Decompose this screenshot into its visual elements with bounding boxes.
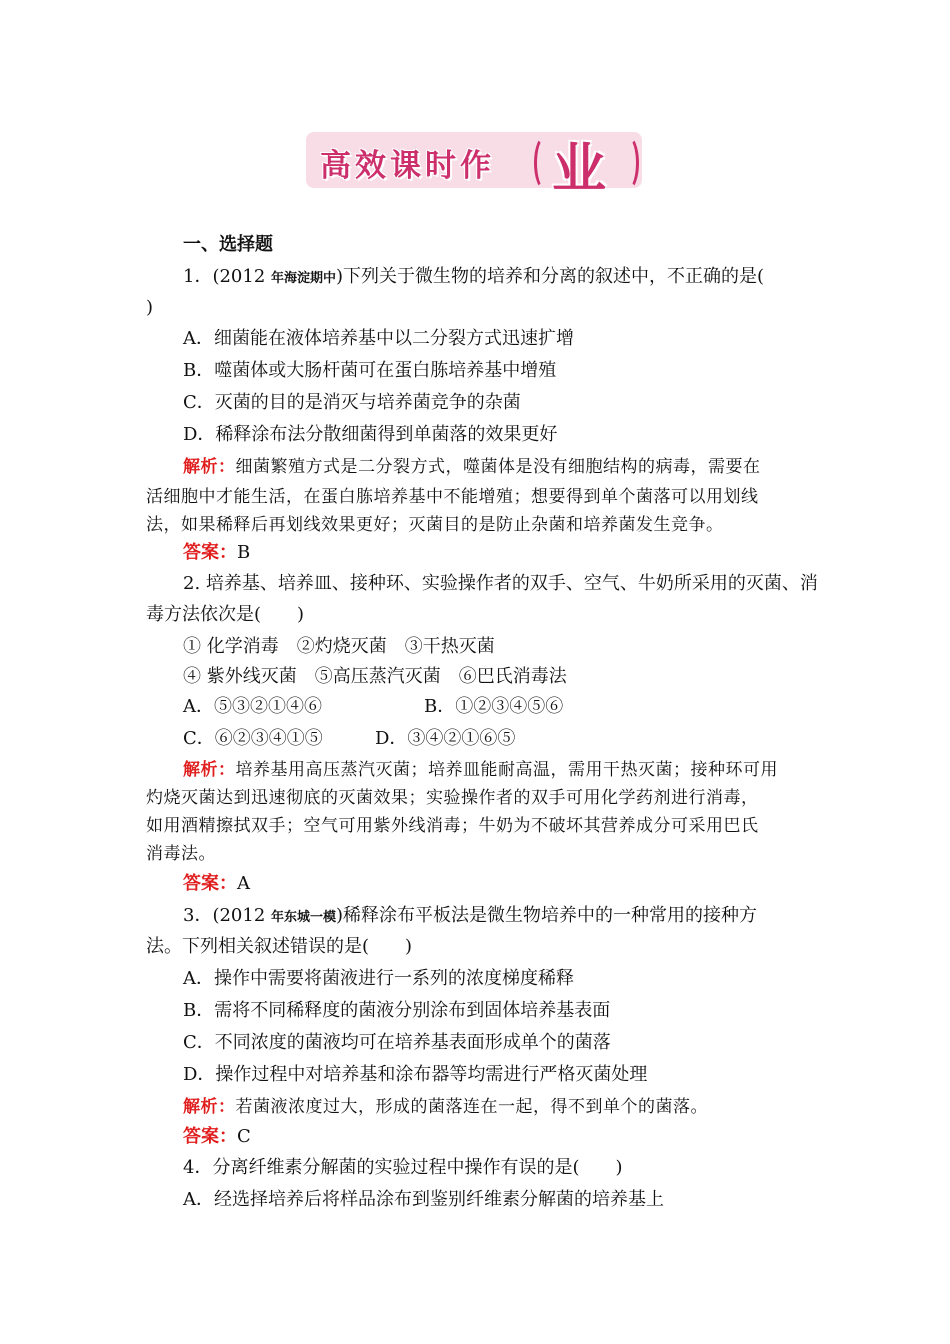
q1-option-b: B．噬菌体或大肠杆菌可在蛋白胨培养基中增殖 <box>183 360 557 381</box>
q3-analysis <box>183 1092 823 1122</box>
q1-answer-label: 答案： <box>183 542 237 563</box>
q2-analysis-line: 消毒法。 <box>146 844 216 864</box>
title-banner <box>306 132 642 200</box>
q1-option-a: A．细菌能在液体培养基中以二分裂方式迅速扩增 <box>183 328 574 349</box>
q1-option-c: C．灭菌的目的是消灭与培养菌竞争的杂菌 <box>183 392 521 413</box>
q2-answer-value: A <box>237 873 250 894</box>
q1-answer <box>183 538 823 568</box>
q3-stem <box>183 901 823 933</box>
q2-stem: 2. 培养基、培养皿、接种环、实验操作者的双手、空气、牛奶所采用的灭菌、消 <box>183 573 818 594</box>
q3-option-d: D．操作过程中对培养基和涂布器等均需进行严格灭菌处理 <box>183 1064 648 1085</box>
q3-option-a: A．操作中需要将菌液进行一系列的浓度梯度稀释 <box>183 968 574 989</box>
q4-option-a: A．经选择培养后将样品涂布到鉴别纤维素分解菌的培养基上 <box>183 1189 664 1210</box>
q2-option-d: D．③④②①⑥⑤ <box>375 728 516 749</box>
q1-number: 1．(2012 <box>183 266 272 287</box>
q1-stem-cont: ) <box>146 297 154 318</box>
q3-stem-text: )稀释涂布平板法是微生物培养中的一种常用的接种方 <box>336 905 758 926</box>
q3-stem-cont: 法。下列相关叙述错误的是( ) <box>146 936 413 957</box>
q2-methods-line: ① 化学消毒 ②灼烧灭菌 ③干热灭菌 <box>183 636 495 657</box>
banner-title: 高效课时作 <box>320 148 495 184</box>
section-title: 一、选择题 <box>183 234 273 255</box>
q3-answer <box>183 1122 823 1152</box>
q2-option-a: A．⑤③②①④⑥ <box>183 696 322 717</box>
q3-source: 年东城一模 <box>271 910 337 925</box>
q3-analysis-label: 解析： <box>183 1097 236 1117</box>
q2-answer <box>183 869 823 899</box>
q2-options-row <box>183 692 823 722</box>
q1-analysis-line: 细菌繁殖方式是二分裂方式，噬菌体是没有细胞结构的病毒，需要在 <box>235 457 761 477</box>
q1-source: 年海淀期中 <box>271 271 337 286</box>
q2-stem-cont: 毒方法依次是( ) <box>146 604 305 625</box>
q1-analysis-label: 解析： <box>183 457 236 477</box>
q3-number: 3．(2012 <box>183 905 272 926</box>
q3-option-c: C．不同浓度的菌液均可在培养基表面形成单个的菌落 <box>183 1032 611 1053</box>
q2-option-c: C．⑥②③④①⑤ <box>183 728 323 749</box>
q2-option-b: B．①②③④⑤⑥ <box>424 696 564 717</box>
q2-methods-line: ④ 紫外线灭菌 ⑤高压蒸汽灭菌 ⑥巴氏消毒法 <box>183 666 567 687</box>
q4-stem: 4．分离纤维素分解菌的实验过程中操作有误的是( ) <box>183 1157 623 1178</box>
q3-answer-value: C <box>237 1126 251 1147</box>
q2-options-row <box>183 724 823 754</box>
q2-analysis <box>183 755 823 785</box>
q1-stem-text: )下列关于微生物的培养和分离的叙述中，不正确的是( <box>336 266 765 287</box>
q1-analysis <box>183 452 823 482</box>
banner-big-char: 业 <box>552 137 606 200</box>
q2-analysis-line: 灼烧灭菌达到迅速彻底的灭菌效果；实验操作者的双手可用化学药剂进行消毒， <box>146 788 759 808</box>
q3-option-b: B．需将不同稀释度的菌液分别涂布到固体培养基表面 <box>183 1000 611 1021</box>
right-bracket-ornament <box>618 136 639 190</box>
q2-analysis-line: 如用酒精擦拭双手；空气可用紫外线消毒；牛奶为不破坏其营养成分可采用巴氏 <box>146 816 759 836</box>
q1-stem <box>183 262 823 294</box>
q1-answer-value: B <box>237 542 251 563</box>
q3-answer-label: 答案： <box>183 1126 237 1147</box>
q2-answer-label: 答案： <box>183 873 237 894</box>
q1-analysis-line: 活细胞中才能生活，在蛋白胨培养基中不能增殖；想要得到单个菌落可以用划线 <box>146 487 759 507</box>
q1-option-d: D．稀释涂布法分散细菌得到单菌落的效果更好 <box>183 424 558 445</box>
q2-analysis-label: 解析： <box>183 760 236 780</box>
q3-analysis-line: 若菌液浓度过大，形成的菌落连在一起，得不到单个的菌落。 <box>235 1097 708 1117</box>
q2-analysis-line: 培养基用高压蒸汽灭菌；培养皿能耐高温，需用干热灭菌；接种环可用 <box>235 760 778 780</box>
q1-analysis-line: 法，如果稀释后再划线效果更好；灭菌目的是防止杂菌和培养菌发生竞争。 <box>146 515 724 535</box>
